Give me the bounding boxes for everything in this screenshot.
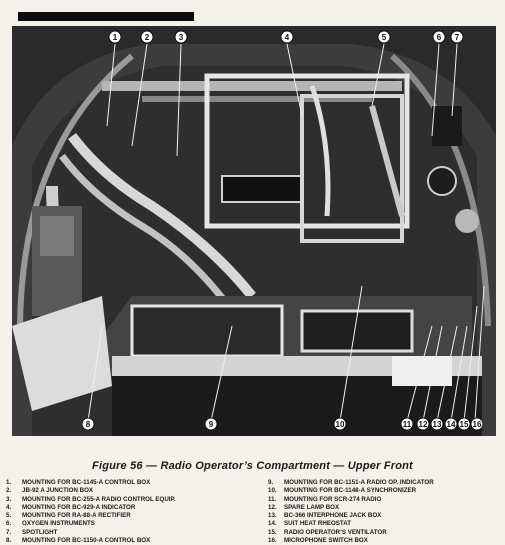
callout-5: 5 — [381, 33, 387, 42]
legend-text: JB-92 A JUNCTION BOX — [22, 487, 94, 495]
legend-number: 3. — [6, 495, 12, 503]
legend-number: 16. — [268, 537, 277, 545]
legend-number: 2. — [6, 487, 12, 495]
legend-item — [6, 504, 256, 512]
legend-number: 1. — [6, 479, 12, 486]
callout-15: 15 — [459, 420, 469, 429]
legend-item — [268, 487, 505, 495]
legend-text: MICROPHONE SWITCH BOX — [284, 537, 368, 545]
legend-item — [268, 504, 505, 512]
callout-16: 16 — [472, 420, 482, 429]
callout-6: 6 — [436, 33, 442, 42]
legend-item — [6, 496, 256, 504]
legend-number: 6. — [6, 520, 12, 528]
callout-11: 11 — [402, 420, 412, 429]
legend-text: MOUNTING FOR BC-255-A RADIO CONTROL EQUIP. — [22, 495, 176, 503]
legend-item — [6, 512, 256, 520]
callout-1: 1 — [112, 33, 118, 42]
legend-text: MOUNTING FOR SCR-274 RADIO — [284, 495, 382, 503]
legend-text: OXYGEN INSTRUMENTS — [22, 520, 95, 528]
legend-item — [268, 496, 505, 504]
legend-number: 5. — [6, 512, 12, 520]
callout-10: 10 — [335, 420, 345, 429]
legend-number: 7. — [6, 528, 12, 536]
legend-text: MOUNTING FOR BC-1148-A SYNCHRONIZER — [284, 487, 417, 495]
figure-caption: Figure 56 — Radio Operator’s Compartment — Upper Front — [92, 460, 413, 472]
legend-number: 15. — [268, 528, 277, 536]
callout-13: 13 — [432, 420, 442, 429]
legend — [6, 479, 502, 545]
legend-item — [6, 520, 256, 528]
legend-column-right — [268, 479, 505, 545]
redaction-bar — [18, 12, 194, 21]
legend-item — [268, 479, 505, 487]
legend-number: 14. — [268, 520, 277, 528]
callout-7: 7 — [454, 33, 460, 42]
legend-number: 8. — [6, 537, 12, 545]
legend-text: RADIO OPERATOR’S VENTILATOR — [284, 528, 387, 536]
legend-number: 4. — [6, 503, 12, 511]
compartment-illustration — [12, 26, 496, 436]
callout-14: 14 — [446, 420, 456, 429]
legend-item — [6, 487, 256, 495]
legend-item — [268, 529, 505, 537]
callout-3: 3 — [178, 33, 184, 42]
legend-text: SPARE LAMP BOX — [284, 503, 340, 511]
legend-text: MOUNTING FOR BC-1151-A RADIO OP. INDICATOR — [284, 479, 434, 486]
legend-text: SPOTLIGHT — [22, 528, 58, 536]
legend-item — [6, 479, 256, 487]
legend-item — [6, 529, 256, 537]
callout-4: 4 — [284, 33, 290, 42]
legend-number: 10. — [268, 487, 277, 495]
callout-8: 8 — [85, 420, 91, 429]
legend-number: 9. — [268, 479, 274, 486]
legend-text: MOUNTING FOR BC-1145-A CONTROL BOX — [22, 479, 151, 486]
callout-12: 12 — [418, 420, 428, 429]
legend-text: BC-366 INTERPHONE JACK BOX — [284, 512, 382, 520]
legend-number: 11. — [268, 495, 277, 503]
legend-number: 12. — [268, 503, 277, 511]
callout-2: 2 — [144, 33, 150, 42]
legend-item — [268, 512, 505, 520]
legend-text: MOUNTING FOR BC-929-A INDICATOR — [22, 503, 136, 511]
legend-number: 13. — [268, 512, 277, 520]
callout-9: 9 — [208, 420, 214, 429]
legend-text: SUIT HEAT RHEOSTAT — [284, 520, 352, 528]
legend-text: MOUNTING FOR RA-88-A RECTIFIER — [22, 512, 131, 520]
legend-text: MOUNTING FOR BC-1150-A CONTROL BOX — [22, 537, 151, 545]
legend-column-left — [6, 479, 256, 545]
compartment-photo — [12, 26, 496, 436]
legend-item — [268, 520, 505, 528]
